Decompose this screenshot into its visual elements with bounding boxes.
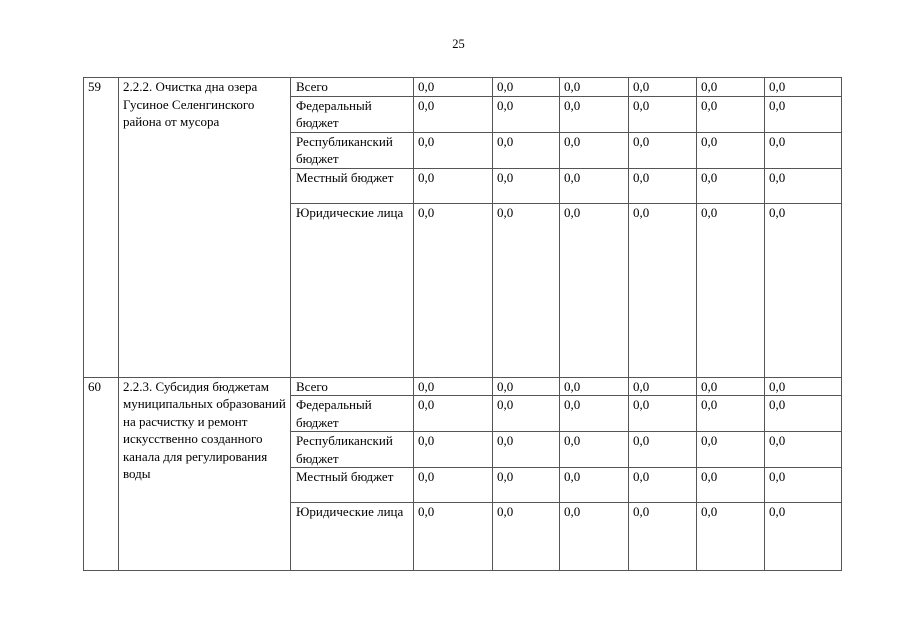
funding-source: Всего xyxy=(291,78,414,97)
value-cell: 0,0 xyxy=(493,132,560,168)
value-cell: 0,0 xyxy=(414,432,493,468)
value-cell: 0,0 xyxy=(765,396,842,432)
value-cell: 0,0 xyxy=(414,96,493,132)
row-number: 60 xyxy=(84,377,119,571)
row-number: 59 xyxy=(84,78,119,378)
value-cell: 0,0 xyxy=(765,468,842,503)
value-cell: 0,0 xyxy=(765,96,842,132)
funding-source: Местный бюджет xyxy=(291,168,414,203)
funding-source: Юридические лица xyxy=(291,203,414,377)
value-cell: 0,0 xyxy=(629,503,697,571)
value-cell: 0,0 xyxy=(560,432,629,468)
value-cell: 0,0 xyxy=(493,203,560,377)
value-cell: 0,0 xyxy=(560,396,629,432)
value-cell: 0,0 xyxy=(629,132,697,168)
value-cell: 0,0 xyxy=(697,377,765,396)
value-cell: 0,0 xyxy=(560,132,629,168)
value-cell: 0,0 xyxy=(697,468,765,503)
value-cell: 0,0 xyxy=(765,203,842,377)
value-cell: 0,0 xyxy=(560,96,629,132)
value-cell: 0,0 xyxy=(765,503,842,571)
value-cell: 0,0 xyxy=(493,503,560,571)
value-cell: 0,0 xyxy=(629,432,697,468)
value-cell: 0,0 xyxy=(697,432,765,468)
value-cell: 0,0 xyxy=(697,503,765,571)
value-cell: 0,0 xyxy=(560,203,629,377)
value-cell: 0,0 xyxy=(414,396,493,432)
funding-source: Федеральный бюджет xyxy=(291,396,414,432)
value-cell: 0,0 xyxy=(697,132,765,168)
value-cell: 0,0 xyxy=(697,96,765,132)
value-cell: 0,0 xyxy=(765,78,842,97)
value-cell: 0,0 xyxy=(414,468,493,503)
value-cell: 0,0 xyxy=(629,78,697,97)
value-cell: 0,0 xyxy=(697,396,765,432)
value-cell: 0,0 xyxy=(493,396,560,432)
value-cell: 0,0 xyxy=(560,377,629,396)
value-cell: 0,0 xyxy=(765,132,842,168)
value-cell: 0,0 xyxy=(697,168,765,203)
table-row xyxy=(84,78,842,97)
value-cell: 0,0 xyxy=(697,203,765,377)
funding-source: Всего xyxy=(291,377,414,396)
measure-name: 2.2.2. Очистка дна озера Гусиное Селенгинского района от мусора xyxy=(119,78,291,378)
value-cell: 0,0 xyxy=(493,432,560,468)
value-cell: 0,0 xyxy=(765,377,842,396)
value-cell: 0,0 xyxy=(765,168,842,203)
value-cell: 0,0 xyxy=(414,503,493,571)
page-number: 25 xyxy=(452,37,465,51)
value-cell: 0,0 xyxy=(560,168,629,203)
funding-source: Республиканский бюджет xyxy=(291,432,414,468)
funding-source: Юридические лица xyxy=(291,503,414,571)
value-cell: 0,0 xyxy=(493,96,560,132)
table-row xyxy=(84,377,842,396)
value-cell: 0,0 xyxy=(493,377,560,396)
value-cell: 0,0 xyxy=(629,396,697,432)
value-cell: 0,0 xyxy=(560,468,629,503)
value-cell: 0,0 xyxy=(629,377,697,396)
value-cell: 0,0 xyxy=(414,203,493,377)
value-cell: 0,0 xyxy=(560,78,629,97)
value-cell: 0,0 xyxy=(629,96,697,132)
value-cell: 0,0 xyxy=(414,377,493,396)
value-cell: 0,0 xyxy=(629,468,697,503)
value-cell: 0,0 xyxy=(493,78,560,97)
value-cell: 0,0 xyxy=(414,168,493,203)
value-cell: 0,0 xyxy=(414,78,493,97)
value-cell: 0,0 xyxy=(493,168,560,203)
measure-name: 2.2.3. Субсидия бюджетам муниципальных образований на расчистку и ремонт искусственно созданного канала для регулирования воды xyxy=(119,377,291,571)
value-cell: 0,0 xyxy=(493,468,560,503)
value-cell: 0,0 xyxy=(629,203,697,377)
value-cell: 0,0 xyxy=(414,132,493,168)
funding-source: Федеральный бюджет xyxy=(291,96,414,132)
budget-table xyxy=(83,77,842,571)
funding-source: Республиканский бюджет xyxy=(291,132,414,168)
funding-source: Местный бюджет xyxy=(291,468,414,503)
value-cell: 0,0 xyxy=(765,432,842,468)
value-cell: 0,0 xyxy=(629,168,697,203)
value-cell: 0,0 xyxy=(560,503,629,571)
value-cell: 0,0 xyxy=(697,78,765,97)
